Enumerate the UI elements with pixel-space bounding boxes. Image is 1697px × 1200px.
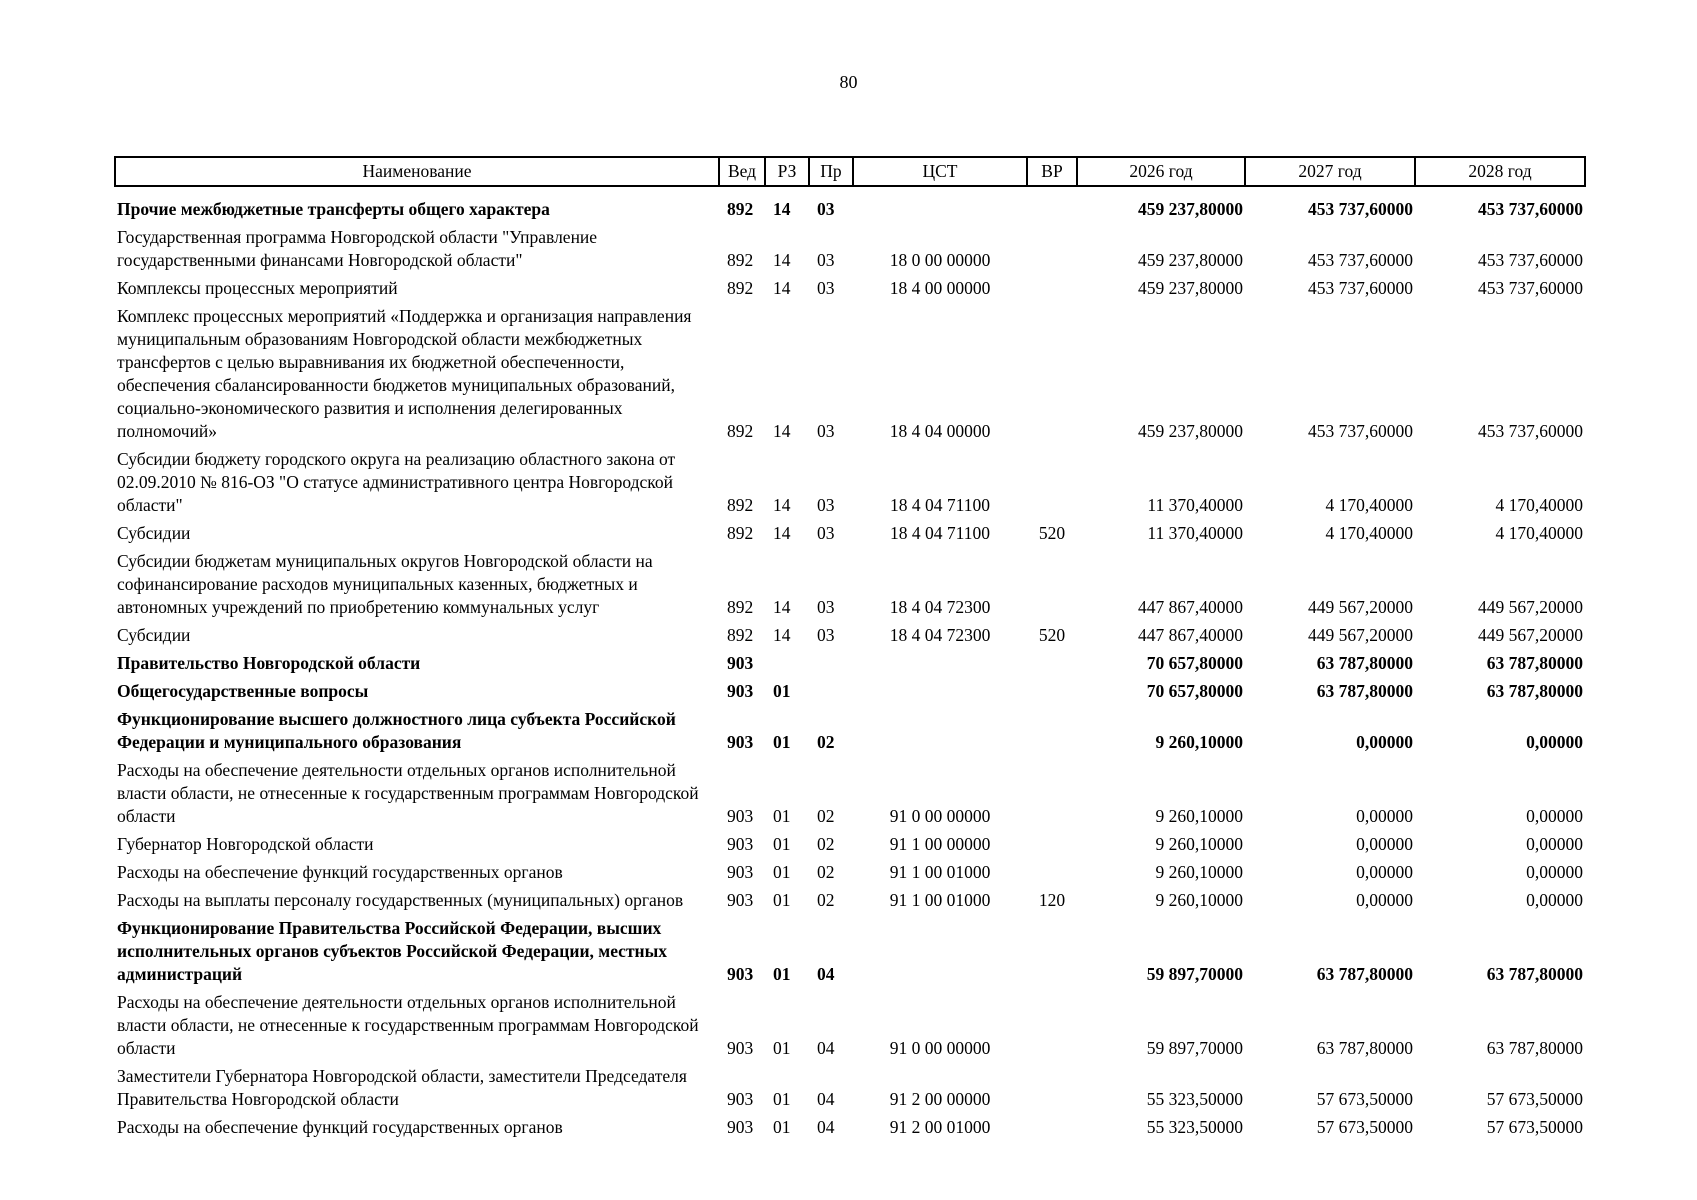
cell-vr: 120 [1038,890,1066,910]
table-row [115,988,1585,1062]
cell-cst: 91 2 00 00000 [889,1089,991,1109]
table-row [115,649,1585,677]
cell-vr [1027,1062,1077,1113]
cell-name: Прочие межбюджетные трансферты общего характера [117,199,550,219]
cell-2028: 453 737,60000 [1478,421,1583,441]
cell-rz: 01 [773,834,791,854]
cell-name: Расходы на обеспечение деятельности отдельных органов исполнительной власти области, не отнесенные к государственным программам Новгородской области [117,992,699,1058]
cell-pr: 03 [817,199,835,219]
cell-cst: 91 2 00 01000 [889,1117,991,1137]
header-2028: 2028 год [1415,157,1585,186]
cell-cst: 18 4 04 71100 [890,495,990,515]
cell-name: Функционирование Правительства Российской Федерации, высших исполнительных органов субъектов Российской Федерации, местных администраций [117,918,668,984]
cell-cst: 18 4 00 00000 [889,278,991,298]
table-row [115,756,1585,830]
cell-vr [1027,914,1077,988]
cell-vr [1027,988,1077,1062]
cell-2028: 0,00000 [1526,834,1583,854]
header-name: Наименование [115,157,719,186]
table-row [115,1062,1585,1113]
table-row [115,858,1585,886]
cell-cst: 91 1 00 01000 [889,890,991,910]
cell-pr [809,649,853,677]
header-pr: Пр [809,157,853,186]
header-cst: ЦСТ [853,157,1027,186]
table-spacer [115,186,1585,195]
cell-pr: 03 [817,625,835,645]
cell-2027: 453 737,60000 [1308,278,1413,298]
table-row [115,519,1585,547]
cell-2026: 9 260,10000 [1155,834,1243,854]
table-row [115,547,1585,621]
cell-2028: 449 567,20000 [1478,625,1583,645]
cell-2027: 0,00000 [1356,732,1413,752]
cell-2026: 9 260,10000 [1155,732,1243,752]
cell-rz: 14 [773,278,791,298]
cell-2027: 4 170,40000 [1325,495,1413,515]
cell-2026: 459 237,80000 [1138,250,1243,270]
cell-name: Функционирование высшего должностного лица субъекта Российской Федерации и муниципального образования [117,709,676,752]
cell-rz: 01 [773,1089,791,1109]
cell-cst: 18 4 04 72300 [889,625,991,645]
cell-pr: 04 [817,1089,835,1109]
cell-rz: 14 [773,597,791,617]
cell-pr: 02 [817,890,835,910]
cell-2028: 0,00000 [1526,862,1583,882]
header-ved: Вед [719,157,765,186]
cell-rz: 01 [773,890,791,910]
cell-2027: 453 737,60000 [1308,421,1413,441]
cell-rz: 14 [773,523,791,543]
cell-ved: 892 [727,199,754,219]
cell-name: Губернатор Новгородской области [117,834,374,854]
cell-2028: 453 737,60000 [1478,250,1583,270]
cell-vr [1027,858,1077,886]
cell-cst: 91 1 00 00000 [889,834,991,854]
cell-pr: 03 [817,495,835,515]
cell-2028: 449 567,20000 [1478,597,1583,617]
cell-2028: 0,00000 [1526,890,1583,910]
cell-vr [1027,677,1077,705]
table-row [115,677,1585,705]
table-row [115,302,1585,445]
cell-2028: 63 787,80000 [1486,1038,1583,1058]
cell-pr: 03 [817,523,835,543]
cell-2028: 57 673,50000 [1486,1117,1583,1137]
cell-2026: 55 323,50000 [1146,1089,1243,1109]
header-2027: 2027 год [1245,157,1415,186]
cell-2026: 55 323,50000 [1146,1117,1243,1137]
cell-vr [1027,223,1077,274]
cell-2028: 63 787,80000 [1486,653,1583,673]
cell-ved: 903 [727,806,754,826]
cell-vr [1027,547,1077,621]
cell-2026: 447 867,40000 [1138,625,1243,645]
table-row [115,274,1585,302]
cell-2028: 4 170,40000 [1495,495,1583,515]
cell-2026: 59 897,70000 [1146,964,1243,984]
cell-cst: 91 0 00 00000 [889,1038,991,1058]
cell-ved: 892 [727,495,754,515]
cell-cst: 18 0 00 00000 [889,250,991,270]
cell-ved: 903 [727,1089,754,1109]
cell-rz: 01 [773,806,791,826]
cell-ved: 903 [727,964,754,984]
cell-cst: 18 4 04 72300 [889,597,991,617]
cell-pr: 04 [817,964,835,984]
cell-2026: 459 237,80000 [1138,421,1243,441]
cell-ved: 892 [727,278,754,298]
cell-2028: 453 737,60000 [1478,199,1583,219]
cell-name: Государственная программа Новгородской области "Управление государственными финансами Новгородской области" [117,227,598,270]
table-row [115,445,1585,519]
cell-name: Общегосударственные вопросы [117,681,369,701]
cell-vr [1027,830,1077,858]
cell-pr [809,677,853,705]
cell-pr: 03 [817,421,835,441]
cell-2026: 9 260,10000 [1155,862,1243,882]
cell-2026: 9 260,10000 [1155,890,1243,910]
cell-rz: 14 [773,421,791,441]
cell-name: Субсидии [117,523,191,543]
cell-2026: 9 260,10000 [1155,806,1243,826]
cell-2027: 0,00000 [1356,806,1413,826]
cell-name: Расходы на обеспечение функций государственных органов [117,1117,563,1137]
cell-name: Комплекс процессных мероприятий «Поддержка и организация направления муниципальным образованиям Новгородской области межбюджетных трансфертов с целью выравнивания их бюджетной обеспеченности, обеспечения сбалансированности бюджетов муниципальных образований, социально-экономического развития и исполнения делегированных полномочий» [117,306,692,441]
cell-cst: 18 4 04 00000 [889,421,991,441]
cell-2027: 449 567,20000 [1308,597,1413,617]
cell-2027: 57 673,50000 [1316,1089,1413,1109]
cell-name: Субсидии бюджетам муниципальных округов Новгородской области на софинансирование расходов муниципальных казенных, бюджетных и автономных учреждений по приобретению коммунальных услуг [117,551,653,617]
cell-name: Расходы на выплаты персоналу государственных (муниципальных) органов [117,890,684,910]
cell-vr: 520 [1038,625,1066,645]
cell-pr: 03 [817,597,835,617]
cell-cst: 91 0 00 00000 [889,806,991,826]
table-row [115,621,1585,649]
cell-2027: 63 787,80000 [1316,964,1413,984]
cell-2028: 0,00000 [1526,806,1583,826]
cell-2028: 63 787,80000 [1486,681,1583,701]
cell-name: Заместители Губернатора Новгородской области, заместители Председателя Правительства Новгородской области [117,1066,687,1109]
table-header [115,157,1585,186]
cell-ved: 892 [727,597,754,617]
cell-ved: 892 [727,523,754,543]
cell-2026: 11 370,40000 [1147,495,1243,515]
table-row [115,830,1585,858]
cell-name: Комплексы процессных мероприятий [117,278,398,298]
cell-cst [853,649,1027,677]
cell-pr: 02 [817,862,835,882]
cell-2028: 0,00000 [1526,732,1583,752]
cell-2027: 449 567,20000 [1308,625,1413,645]
cell-ved: 903 [727,890,754,910]
cell-rz: 14 [773,250,791,270]
cell-vr [1027,445,1077,519]
cell-vr [1027,195,1077,223]
cell-2028: 453 737,60000 [1478,278,1583,298]
header-2026: 2026 год [1077,157,1245,186]
table-row [115,195,1585,223]
cell-pr: 02 [817,732,835,752]
table-row [115,223,1585,274]
cell-vr [1027,302,1077,445]
cell-2027: 4 170,40000 [1325,523,1413,543]
cell-2028: 63 787,80000 [1486,964,1583,984]
cell-name: Правительство Новгородской области [117,653,421,673]
table-body [115,186,1585,1141]
cell-cst [853,705,1027,756]
cell-2027: 0,00000 [1356,890,1413,910]
cell-rz: 01 [773,964,791,984]
cell-name: Расходы на обеспечение деятельности отдельных органов исполнительной власти области, не отнесенные к государственным программам Новгородской области [117,760,699,826]
cell-ved: 903 [727,1038,754,1058]
cell-ved: 903 [727,732,754,752]
cell-pr: 04 [817,1038,835,1058]
cell-rz: 14 [773,199,791,219]
cell-2027: 57 673,50000 [1316,1117,1413,1137]
cell-2027: 63 787,80000 [1316,653,1413,673]
page-number: 80 [839,72,858,92]
cell-rz: 01 [773,681,791,701]
cell-ved: 903 [727,862,754,882]
cell-cst: 18 4 04 71100 [890,523,990,543]
cell-2026: 459 237,80000 [1138,199,1243,219]
cell-ved: 892 [727,250,754,270]
cell-ved: 903 [727,834,754,854]
cell-2026: 11 370,40000 [1147,523,1243,543]
table-row [115,705,1585,756]
header-vr: ВР [1027,157,1077,186]
cell-rz: 14 [773,495,791,515]
table-row [115,886,1585,914]
cell-rz: 01 [773,1117,791,1137]
cell-ved: 892 [727,421,754,441]
cell-2028: 4 170,40000 [1495,523,1583,543]
cell-rz: 01 [773,1038,791,1058]
cell-name: Расходы на обеспечение функций государственных органов [117,862,563,882]
cell-vr [1027,705,1077,756]
cell-2026: 447 867,40000 [1138,597,1243,617]
cell-pr: 04 [817,1117,835,1137]
cell-2026: 70 657,80000 [1146,653,1243,673]
cell-vr [1027,274,1077,302]
cell-2027: 63 787,80000 [1316,681,1413,701]
cell-2028: 57 673,50000 [1486,1089,1583,1109]
cell-ved: 903 [727,653,754,673]
cell-pr: 03 [817,250,835,270]
cell-cst: 91 1 00 01000 [889,862,991,882]
header-rz: РЗ [765,157,809,186]
cell-pr: 02 [817,834,835,854]
cell-2027: 63 787,80000 [1316,1038,1413,1058]
cell-vr [1027,649,1077,677]
cell-vr: 520 [1038,523,1066,543]
cell-cst [853,677,1027,705]
cell-vr [1027,756,1077,830]
cell-2027: 0,00000 [1356,862,1413,882]
cell-2027: 453 737,60000 [1308,199,1413,219]
cell-cst [853,195,1027,223]
cell-ved: 903 [727,681,754,701]
cell-2026: 70 657,80000 [1146,681,1243,701]
cell-rz: 01 [773,862,791,882]
cell-2027: 0,00000 [1356,834,1413,854]
cell-cst [853,914,1027,988]
cell-name: Субсидии [117,625,191,645]
cell-pr: 03 [817,278,835,298]
cell-pr: 02 [817,806,835,826]
cell-2027: 453 737,60000 [1308,250,1413,270]
cell-ved: 892 [727,625,754,645]
cell-name: Субсидии бюджету городского округа на реализацию областного закона от 02.09.2010 № 816-ОЗ "О статусе административного центра Новгородской области" [117,449,676,515]
cell-ved: 903 [727,1117,754,1137]
cell-rz: 14 [773,625,791,645]
budget-table [114,156,1586,1141]
table-row [115,914,1585,988]
cell-2026: 459 237,80000 [1138,278,1243,298]
cell-2026: 59 897,70000 [1146,1038,1243,1058]
cell-vr [1027,1113,1077,1141]
cell-rz [765,649,809,677]
table-row [115,1113,1585,1141]
cell-rz: 01 [773,732,791,752]
